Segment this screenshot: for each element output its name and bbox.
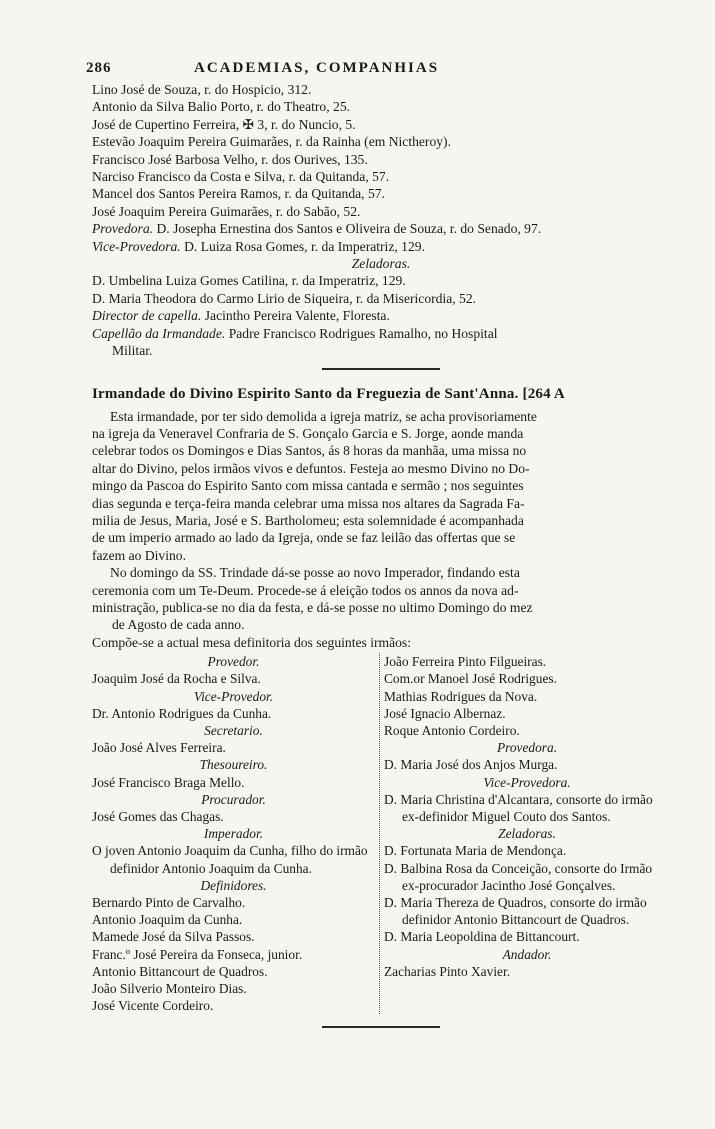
role-label: Provedora.	[92, 221, 154, 237]
paragraph-1	[92, 408, 670, 565]
role-holder: Jacintho Pereira Valente, Floresta.	[204, 308, 390, 324]
role-holder: D. Josepha Ernestina dos Santos e Oliveira de Souza, r. do Senado, 97.	[156, 221, 542, 237]
entry-line: José de Cupertino Ferreira, ✠ 3, r. do Nuncio, 5.	[92, 116, 356, 132]
member-name: D. Maria Christina d'Alcantara, consorte do irmão ex-definidor Miguel Couto dos Santos.	[384, 791, 653, 825]
running-title: ACADEMIAS, COMPANHIAS	[194, 60, 440, 76]
entry-line: José Joaquim Pereira Guimarães, r. do Sabão, 52.	[92, 203, 361, 219]
capellao-line	[92, 325, 670, 342]
member-name: Mamede José da Silva Passos.	[92, 929, 255, 945]
para-line: mingo da Pascoa do Espirito Santo com missa cantada e sermão ; nos seguintes	[92, 478, 524, 494]
para-line: de Agosto de cada anno.	[112, 617, 245, 633]
member-name: D. Maria José dos Anjos Murga.	[384, 757, 558, 773]
capellao-line-cont: Militar.	[112, 343, 153, 359]
para-line: milia de Jesus, Maria, José e S. Bartholomeu; esta solemnidade é acompanhada	[92, 512, 524, 528]
member-name: Roque Antonio Cordeiro.	[384, 723, 520, 738]
members-columns	[92, 653, 670, 1014]
member-name: José Francisco Braga Mello.	[92, 774, 245, 790]
para-line: na igreja da Veneravel Confraria de S. Gonçalo Garcia e S. Jorge, aonde manda	[92, 425, 524, 441]
para-line: fazem ao Divino.	[92, 547, 186, 563]
entry-line: Narciso Francisco da Costa e Silva, r. da Quitanda, 57.	[92, 169, 390, 185]
role-heading: Thesoureiro.	[199, 757, 268, 773]
para-line: No domingo da SS. Trindade dá-se posse ao novo Imperador, findando esta	[110, 565, 520, 581]
member-name: João Ferreira Pinto Filgueiras.	[384, 654, 547, 670]
role-label: Capellão da Irmandade.	[92, 325, 226, 341]
role-heading: Zeladoras.	[498, 826, 556, 842]
role-label: Vice-Provedora.	[92, 238, 181, 254]
document-page	[86, 60, 670, 1028]
role-holder: Padre Francisco Rodrigues Ramalho, no Hospital	[228, 325, 498, 341]
entry-line: Antonio da Silva Balio Porto, r. do Theatro, 25.	[92, 99, 351, 115]
compoe-line: Compõe-se a actual mesa definitoria dos seguintes irmãos:	[92, 634, 411, 650]
member-name: José Gomes das Chagas.	[92, 809, 224, 825]
member-name: Franc.º José Pereira da Fonseca, junior.	[92, 946, 303, 962]
role-heading: Andador.	[502, 946, 552, 962]
zeladora-line: D. Maria Theodora do Carmo Lirio de Siqueira, r. da Misericordia, 52.	[92, 290, 477, 306]
role-heading: Vice-Provedora.	[483, 774, 571, 790]
role-heading: Procurador.	[201, 791, 266, 807]
role-heading: Provedora.	[496, 740, 558, 756]
vice-provedora-line	[92, 238, 670, 255]
para-line: ceremonia com um Te-Deum. Procede-se á eleição todos os annos da nova ad-	[92, 582, 519, 598]
para-line: altar do Divino, pelos irmãos vivos e defuntos. Festeja ao mesmo Divino no Do-	[92, 460, 530, 476]
member-name: D. Fortunata Maria de Mendonça.	[384, 843, 567, 859]
divider-bottom	[322, 1026, 440, 1028]
zeladoras-heading: Zeladoras.	[351, 256, 411, 272]
para-line: de um imperio armado ao lado da Igreja, onde se faz leilão das offertas que se	[92, 530, 516, 546]
member-name: João José Alves Ferreira.	[92, 740, 226, 756]
member-name: D. Maria Thereza de Quadros, consorte do irmão definidor Antonio Bittancourt de Quadros.	[384, 895, 647, 928]
member-name: Com.or Manoel José Rodrigues.	[384, 671, 557, 687]
member-name: D. Maria Leopoldina de Bittancourt.	[384, 929, 580, 945]
role-heading: Secretario.	[204, 723, 263, 738]
entry-line: Francisco José Barbosa Velho, r. dos Ourives, 135.	[92, 151, 368, 167]
para-line: celebrar todos os Domingos e Dias Santos, ás 8 horas da manhãa, uma missa no	[92, 443, 527, 459]
role-holder: D. Luiza Rosa Gomes, r. da Imperatriz, 129.	[184, 238, 425, 254]
para-line: ministração, publica-se no dia da festa, e dá-se posse no ultimo Domingo do mez	[92, 599, 533, 615]
role-label: Director de capella.	[92, 308, 202, 324]
role-heading: Vice-Provedor.	[193, 688, 274, 704]
member-name: Antonio Bittancourt de Quadros.	[92, 963, 268, 979]
member-name: Antonio Joaquim da Cunha.	[92, 912, 243, 928]
member-name: D. Balbina Rosa da Conceição, consorte do Irmão ex-procurador Jacintho José Gonçalves.	[384, 860, 653, 893]
provedora-line	[92, 220, 670, 237]
top-entries	[92, 81, 670, 220]
director-line	[92, 307, 670, 324]
members-left-column	[92, 653, 380, 1014]
member-name: Dr. Antonio Rodrigues da Cunha.	[92, 705, 272, 721]
member-name: Mathias Rodrigues da Nova.	[384, 688, 538, 704]
member-name: O joven Antonio Joaquim da Cunha, filho do irmão definidor Antonio Joaquim da Cunha.	[92, 843, 368, 876]
member-name: Joaquim José da Rocha e Silva.	[92, 671, 261, 687]
para-line: dias segunda e terça-feira manda celebrar uma missa nos altares da Sagrada Fa-	[92, 495, 525, 511]
member-name: Bernardo Pinto de Carvalho.	[92, 895, 246, 911]
member-name: Zacharias Pinto Xavier.	[384, 963, 511, 979]
running-header	[86, 60, 670, 77]
member-name: José Vicente Cordeiro.	[92, 998, 214, 1014]
entry-line: Estevão Joaquim Pereira Guimarães, r. da Rainha (em Nictheroy).	[92, 134, 451, 150]
page-number: 286	[86, 60, 112, 76]
members-right-column	[380, 653, 670, 1014]
paragraph-2	[92, 564, 670, 634]
role-heading: Imperador.	[203, 826, 264, 842]
para-line: Esta irmandade, por ter sido demolida a igreja matriz, se acha provisoriamente	[110, 408, 537, 424]
entry-line: Mancel dos Santos Pereira Ramos, r. da Quitanda, 57.	[92, 186, 385, 202]
section-title: Irmandade do Divino Espirito Santo da Freguezia de Sant'Anna. [264 A	[92, 385, 565, 402]
divider	[322, 368, 440, 370]
entry-line: Lino José de Souza, r. do Hospicio, 312.	[92, 82, 312, 97]
member-name: José Ignacio Albernaz.	[384, 705, 506, 721]
zeladora-line: D. Umbelina Luiza Gomes Catilina, r. da Imperatriz, 129.	[92, 273, 406, 289]
member-name: João Silverio Monteiro Dias.	[92, 981, 247, 997]
role-heading: Provedor.	[207, 654, 260, 670]
role-heading: Definidores.	[200, 877, 267, 893]
